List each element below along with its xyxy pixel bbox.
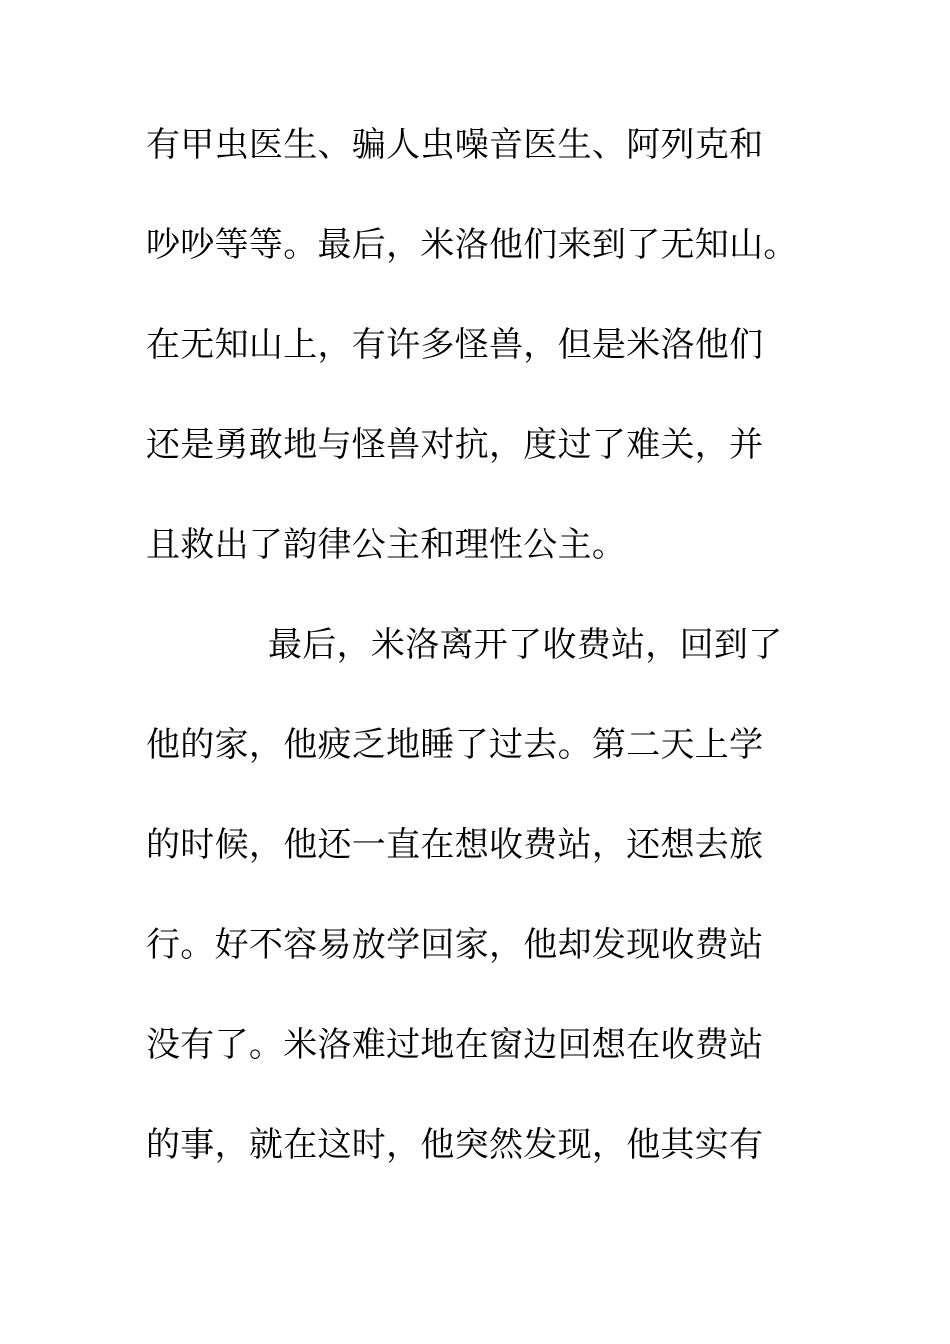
paragraph-start-line: 最后，米洛离开了收费站，回到了	[268, 625, 783, 665]
text-line: 行。好不容易放学回家，他却发现收费站	[146, 925, 764, 965]
text-line: 的时候，他还一直在想收费站，还想去旅	[146, 825, 764, 865]
text-line: 在无知山上，有许多怪兽，但是米洛他们	[146, 325, 764, 365]
text-line: 且救出了韵律公主和理性公主。	[146, 525, 627, 565]
text-line: 还是勇敢地与怪兽对抗，度过了难关，并	[146, 425, 764, 465]
text-line: 没有了。米洛难过地在窗边回想在收费站	[146, 1025, 764, 1065]
text-line: 他的家，他疲乏地睡了过去。第二天上学	[146, 725, 764, 765]
text-line: 吵吵等等。最后，米洛他们来到了无知山。	[146, 225, 798, 265]
body-text	[146, 125, 826, 1228]
text-line: 的事，就在这时，他突然发现，他其实有	[146, 1125, 764, 1165]
text-line: 有甲虫医生、骗人虫噪音医生、阿列克和	[146, 125, 764, 165]
